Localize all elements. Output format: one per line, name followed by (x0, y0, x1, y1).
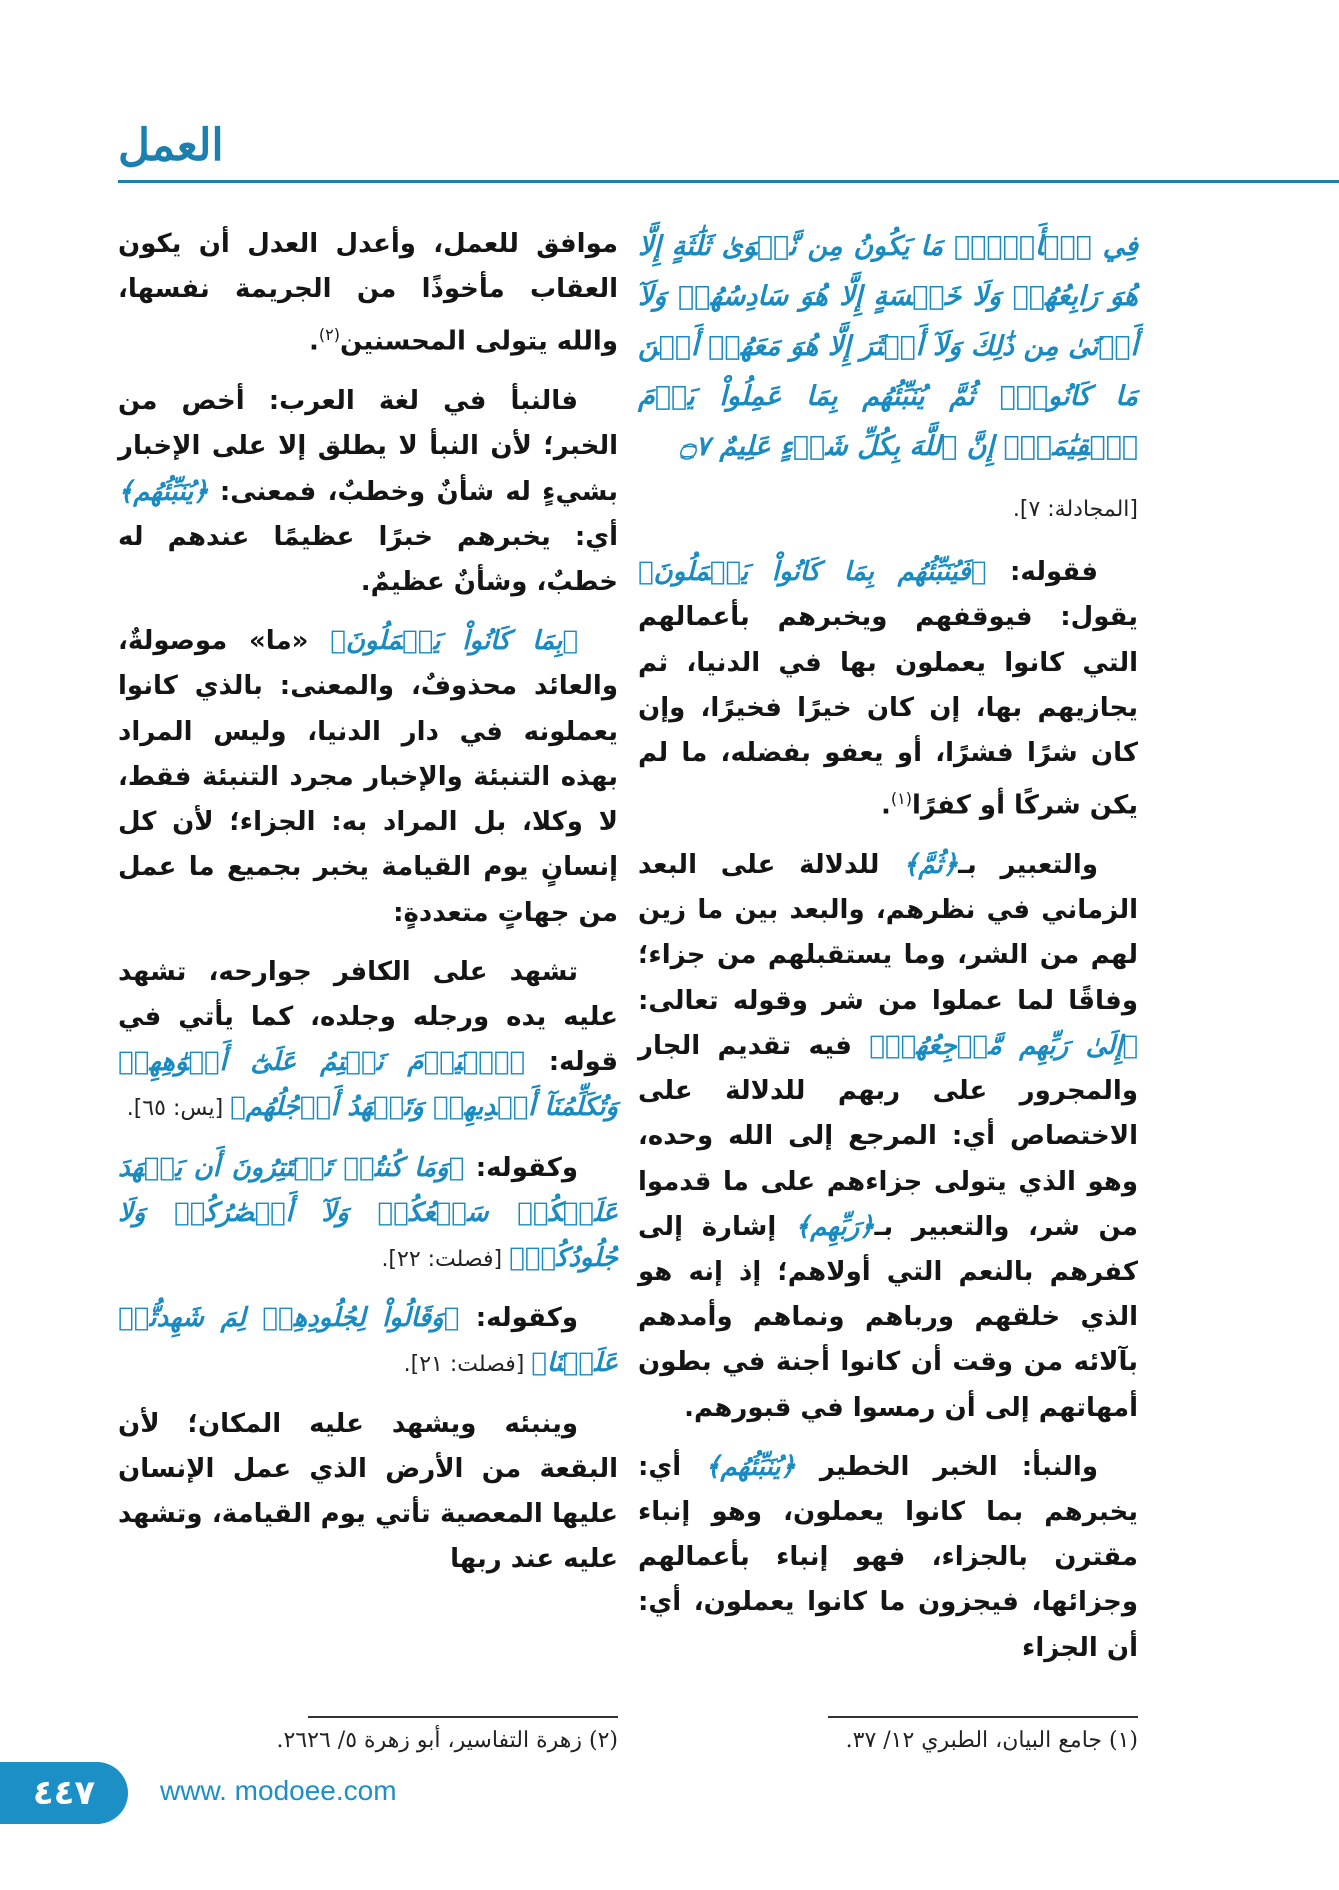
page-title: العمل (118, 120, 224, 171)
inline-verse: ﴿ٱلۡيَوۡمَ نَخۡتِمُ عَلَىٰٓ أَفۡوَٰهِهِمۡ وَتُكَلِّمُنَآ أَيۡدِيهِمۡ وَتَشۡهَدُ أَرۡجُلُهُم﴾ (118, 1047, 618, 1123)
text: وكقوله: (464, 1152, 578, 1183)
inline-verse: ﴿فَيُنَبِّئُهُم بِمَا كَانُواْ يَعۡمَلُونَ﴾ (638, 557, 987, 588)
footnote: (٢) زهرة التفاسير، أبو زهرة ٥/ ٢٦٢٦. (276, 1728, 618, 1753)
quran-verse-block (638, 222, 1138, 472)
paragraph (118, 950, 618, 1132)
paragraph (118, 1146, 618, 1283)
text: والنبأ: الخبر الخطير (795, 1451, 1098, 1482)
inline-verse: ﴿رَبِّهِم﴾ (794, 1211, 875, 1242)
text: وكقوله: (459, 1303, 578, 1334)
verse-citation-paragraph (638, 486, 1138, 532)
paragraph (118, 379, 618, 605)
paragraph (118, 1402, 618, 1583)
inline-verse: ﴿وَمَا كُنتُمۡ تَسۡتَتِرُونَ أَن يَشۡهَدَ عَلَيۡكُمۡ سَمۡعُكُمۡ وَلَآ أَبۡصَٰرُكُمۡ وَلَا جُلُودُكُمۡ﴾ (118, 1152, 618, 1273)
text: إشارة إلى كفرهم بالنعم التي أولاهم؛ إذ إنه هو الذي خلقهم ورباهم ونماهم وأمدهم بآلائه من وقت أن كانوا أجنة في بطون أمهاتهم إلى أن رمسوا في قبورهم. (638, 1211, 1138, 1423)
paragraph (638, 1445, 1138, 1671)
inline-verse: ﴿يُنَبِّئُهُم﴾ (705, 1451, 796, 1482)
inline-verse: ﴿بِمَا كَانُواْ يَعۡمَلُونَ﴾ (330, 626, 578, 657)
verse-citation: [فصلت: ٢٢]. (381, 1246, 510, 1272)
text: أي: يخبرهم بما كانوا يعملون، وهو إنباء مقترن بالجزاء، فهو إنباء بأعمالهم وجزائها، فيجزون ما كانوا يعملون، أي: أن الجزاء (638, 1451, 1138, 1663)
paragraph (638, 843, 1138, 1431)
footnote-marker[interactable]: (١) (890, 789, 912, 809)
text: يقول: فيوقفهم ويخبرهم بأعمالهم التي كانوا يعملون بها في الدنيا، ثم يجازيهم بها، إن كان خيرًا فخيرًا، وإن كان شرًا فشرًا، أو يعفو بفضله، ما لم يكن شركًا أو كفرًا (638, 602, 1138, 821)
paragraph (118, 1296, 618, 1387)
verse-citation: [المجادلة: ٧]. (1012, 497, 1138, 522)
page-number: ٤٤٧ (32, 1773, 96, 1813)
inline-verse: ﴿إِلَىٰ رَبِّهِم مَّرۡجِعُهُمۡ﴾ (869, 1030, 1138, 1061)
footnote-divider (308, 1716, 618, 1718)
text: أي: يخبرهم خبرًا عظيمًا عندهم له خطبٌ، وشأنٌ عظيمٌ. (118, 521, 618, 598)
paragraph (118, 619, 618, 935)
paragraph (118, 222, 618, 365)
text: والتعبير بـ (958, 850, 1098, 881)
site-url-link[interactable]: www. modoee.com (160, 1775, 397, 1806)
inline-verse: ﴿يُنَبِّئُهُم﴾ (118, 476, 209, 507)
text: فيه تقديم الجار والمجرور على ربهم للدلالة على الاختصاص أي: المرجع إلى الله وحده، وهو الذي يتولى جزاءهم على ما قدموا من شر، والتعبير بـ (638, 1030, 1138, 1242)
left-column (118, 222, 618, 1596)
header-divider (118, 180, 1339, 183)
paragraph (638, 550, 1138, 829)
text: . (880, 790, 891, 821)
verse-citation: [فصلت: ٢١]. (403, 1352, 532, 1378)
text: للدلالة على البعد الزماني في نظرهم، والبعد بين ما زين لهم من الشر، وما يستقبلهم من جزاء؛ وفاقًا لما عملوا من شر وقوله تعالى: (638, 850, 1138, 1016)
verse-citation: [يس: ٦٥]. (126, 1096, 231, 1122)
page-number-badge (0, 1762, 128, 1824)
inline-verse: ﴿وَقَالُواْ لِجُلُودِهِمۡ لِمَ شَهِدتُّمۡ عَلَيۡنَا﴾ (118, 1303, 618, 1379)
footnote-divider (828, 1716, 1138, 1718)
verse-text: فِي ٱلۡأَرۡضِۖ مَا يَكُونُ مِن نَّجۡوَىٰ ثَلَٰثَةٍ إِلَّا هُوَ رَابِعُهُمۡ وَلَا خَمۡسَةٍ إِلَّا هُوَ سَادِسُهُمۡ وَلَآ أَدۡنَىٰ مِن ذَٰلِكَ وَلَآ أَكۡثَرَ إِلَّا هُوَ مَعَهُمۡ أَيۡنَ مَا كَانُواْۖ ثُمَّ يُنَبِّئُهُم بِمَا عَمِلُواْ يَوۡمَ ٱلۡقِيَٰمَةِۚ إِنَّ ٱللَّهَ بِكُلِّ شَيۡءٍ عَلِيمٌ ۝٧ (638, 231, 1138, 462)
text: وينبئه ويشهد عليه المكان؛ لأن البقعة من الأرض الذي عمل الإنسان عليها المعصية تأتي يوم القيامة، وتشهد عليه عند ربها (118, 1408, 618, 1575)
text: موافق للعمل، وأعدل العدل أن يكون العقاب مأخوذًا من الجريمة نفسها، والله يتولى المحسنين (118, 229, 618, 358)
inline-verse: ﴿ثُمَّ﴾ (903, 850, 959, 881)
text: تشهد على الكافر جوارحه، تشهد عليه يده ورجله وجلده، كما يأتي في قوله: (118, 956, 618, 1078)
footnote: (١) جامع البيان، الطبري ١٢/ ٣٧. (845, 1728, 1138, 1753)
right-column (638, 222, 1138, 1685)
text: «ما» موصولةٌ، والعائد محذوفٌ، والمعنى: بالذي كانوا يعملونه في دار الدنيا، وليس المراد بهذه التنبئة والإخبار مجرد التنبئة فقط، لا وكلا، بل المراد به: الجزاء؛ لأن كل إنسانٍ يوم القيامة يخبر بجميع ما عمل من جهاتٍ متعددةٍ: (118, 626, 618, 928)
text: فالنبأ في لغة العرب: أخص من الخبر؛ لأن النبأ لا يطلق إلا على الإخبار بشيءٍ له شأنٌ وخطبٌ، فمعنى: (118, 386, 618, 507)
text: . (309, 327, 319, 358)
text: فقوله: (986, 557, 1098, 588)
footnote-marker[interactable]: (٢) (318, 325, 340, 345)
